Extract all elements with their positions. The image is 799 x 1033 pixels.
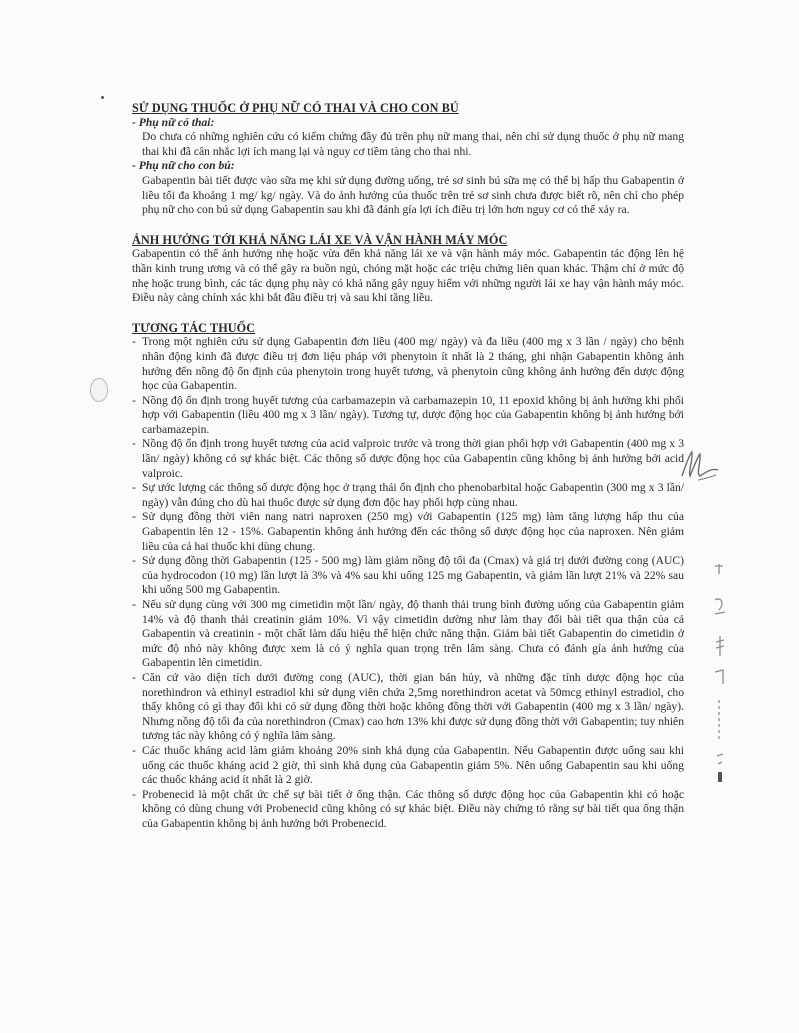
list-item: - Sử dụng đồng thời Gabapentin (125 - 500 mg) làm giảm nồng độ tối đa (Cmax) và giá trị dưới đường cong (AUC) của hydrocodon (10 mg) lần lượt là 3% và 4% sau khi uống 125 mg Gabapentin, và giảm lần lượt 21% và 22% sau khi uống 500 mg Gabapentin.	[132, 554, 684, 598]
subheading-pregnant-women: - Phụ nữ có thai:	[132, 115, 215, 129]
list-item: - Căn cứ vào diện tích dưới đường cong (AUC), thời gian bán hủy, và những đặc tính dược động học của norethindron và ethinyl estradiol khi sử dụng viên chứa 2,5mg norethindron acetat và 50mcg ethinyl estradiol, cho thấy không có gì thay đổi khi có sử dụng đồng thời hoặc không đồng thời với Gabapentin (400 mg x 3 lần/ ngày). Nhưng nồng độ tối đa của norethindron (Cmax) cao hơn 13% khi được sử dụng đồng thời với Gabapentin; tuy nhiên tương tác này không có ý nghĩa lâm sàng.	[132, 671, 684, 744]
list-item: - Sử dụng đồng thời viên nang natri naproxen (250 mg) với Gabapentin (125 mg) làm tăng lượng hấp thu của Gabapentin lên 12 - 15%. Gabapentin không ảnh hưởng đến các thông số dược động học của naproxen. Nên giảm liều của cả hai thuốc khi dùng chung.	[132, 510, 684, 554]
paragraph-driving: Gabapentin có thể ảnh hưởng nhẹ hoặc vừa đến khả năng lái xe và vận hành máy móc. Gabapentin tác động lên hệ thần kinh trung ương và có thể gây ra buồn ngủ, chóng mặt hoặc các triệu chứng liên quan khác. Thậm chí ở mức độ nhẹ hoặc trung bình, các tác dụng phụ này có khả năng gây nguy hiểm với những người lái xe hay vận hành máy móc. Điều này càng chính xác khi bắt đầu điều trị và sau khi tăng liều.	[132, 247, 684, 305]
list-item: - Probenecid là một chất ức chế sự bài tiết ở ống thận. Các thông số dược động học của Gabapentin khi có hoặc không có dùng chung với Probenecid cũng không có sự khác biệt. Điều này chứng tỏ rằng sự bài tiết qua ống thận của Gabapentin không bị ảnh hưởng bởi Probenecid.	[132, 788, 684, 832]
list-item: - Nồng độ ổn định trong huyết tương của acid valproic trước và trong thời gian phối hợp với Gabapentin (400 mg x 3 lần/ ngày) không có sự khác biệt. Các thông số dược động học của Gabapentin cũng không bị ảnh hưởng bởi acid valproic.	[132, 437, 684, 481]
heading-pregnancy: SỬ DỤNG THUỐC Ở PHỤ NỮ CÓ THAI VÀ CHO CON BÚ	[132, 101, 459, 115]
list-item: - Các thuốc kháng acid làm giảm khoảng 20% sinh khả dụng của Gabapentin. Nếu Gabapentin được uống sau khi uống các thuốc kháng acid 2 giờ, thì sinh khả dụng của Gabapentin giảm 5%. Nên uống Gabapentin sau khi uống các thuốc kháng acid ít nhất là 2 giờ.	[132, 744, 684, 788]
section-pregnancy	[132, 101, 684, 218]
heading-interactions: TƯƠNG TÁC THUỐC	[132, 320, 256, 335]
list-item: - Sự ước lượng các thông số dược động học ở trạng thái ổn định cho phenobarbital hoặc Gabapentin (300 mg x 3 lần/ ngày) vẫn đúng cho dù hai thuốc được sử dụng đơn độc hay phối hợp cùng nhau.	[132, 481, 684, 510]
section-interactions	[132, 321, 684, 832]
paragraph-breastfeeding: Gabapentin bài tiết được vào sữa mẹ khi sử dụng đường uống, trẻ sơ sinh bú sữa mẹ có thể bị hấp thu Gabapentin ở liều tối đa khoảng 1 mg/ kg/ ngày. Và do ảnh hưởng của thuốc trên trẻ sơ sinh chưa được biết rõ, nên chỉ cho phép phụ nữ cho con bú sử dụng Gabapentin sau khi đã đánh gía lợi ích điều trị lớn hơn nguy cơ có thể xảy ra.	[142, 173, 684, 217]
heading-driving: ẢNH HƯỞNG TỚI KHẢ NĂNG LÁI XE VÀ VẬN HÀNH MÁY MÓC	[132, 232, 508, 247]
list-item: - Nếu sử dụng cùng với 300 mg cimetidin một lần/ ngày, độ thanh thải trung bình đường uống của Gabapentin giảm 14% và độ thanh thải creatinin giảm 10%. Vì vậy cimetidin dường như làm thay đổi bài tiết qua thận của cả Gabapentin và creatinin - một chất làm dấu hiệu thể hiện chức năng thận. Giảm bài tiết Gabapentin do cimetidin ở mức độ nhỏ này không được xem là có ý nghĩa quan trọng trên lâm sàng. Chưa có đánh gía ảnh hưởng của Gabapentin lên cimetidin.	[132, 598, 684, 671]
interaction-list	[132, 335, 684, 831]
margin-stamp-text	[705, 560, 735, 790]
section-driving	[132, 233, 684, 306]
list-item: - Nồng độ ổn định trong huyết tương của carbamazepin và carbamazepin 10, 11 epoxid không bị ảnh hưởng khi phối hợp với Gabapentin (liều 400 mg x 3 lần/ ngày). Tương tự, dược động học của Gabapentin không bị ảnh hưởng bởi carbamazepin.	[132, 394, 684, 438]
punch-hole	[90, 378, 108, 402]
paragraph-pregnant-women: Do chưa có những nghiên cứu có kiểm chứng đầy đủ trên phụ nữ mang thai, nên chỉ sử dụng thuốc ở phụ nữ mang thai khi đã cân nhắc lợi ích mang lại và nguy cơ tiềm tàng cho thai nhi.	[142, 130, 684, 158]
document-body	[132, 101, 684, 832]
speck	[101, 96, 104, 99]
subheading-breastfeeding: - Phụ nữ cho con bú:	[132, 159, 235, 173]
list-item: - Trong một nghiên cứu sử dụng Gabapentin đơn liều (400 mg/ ngày) và đa liều (400 mg x 3 lần / ngày) cho bệnh nhân động kinh đã được điều trị đơn liệu pháp với phenytoin ít nhất là 2 tháng, ghi nhận Gabapentin không ảnh hưởng đến nồng độ ổn định của phenytoin trong huyết tương, và phenytoin cũng không ảnh hưởng đến dược động học của Gabapentin.	[132, 335, 684, 393]
